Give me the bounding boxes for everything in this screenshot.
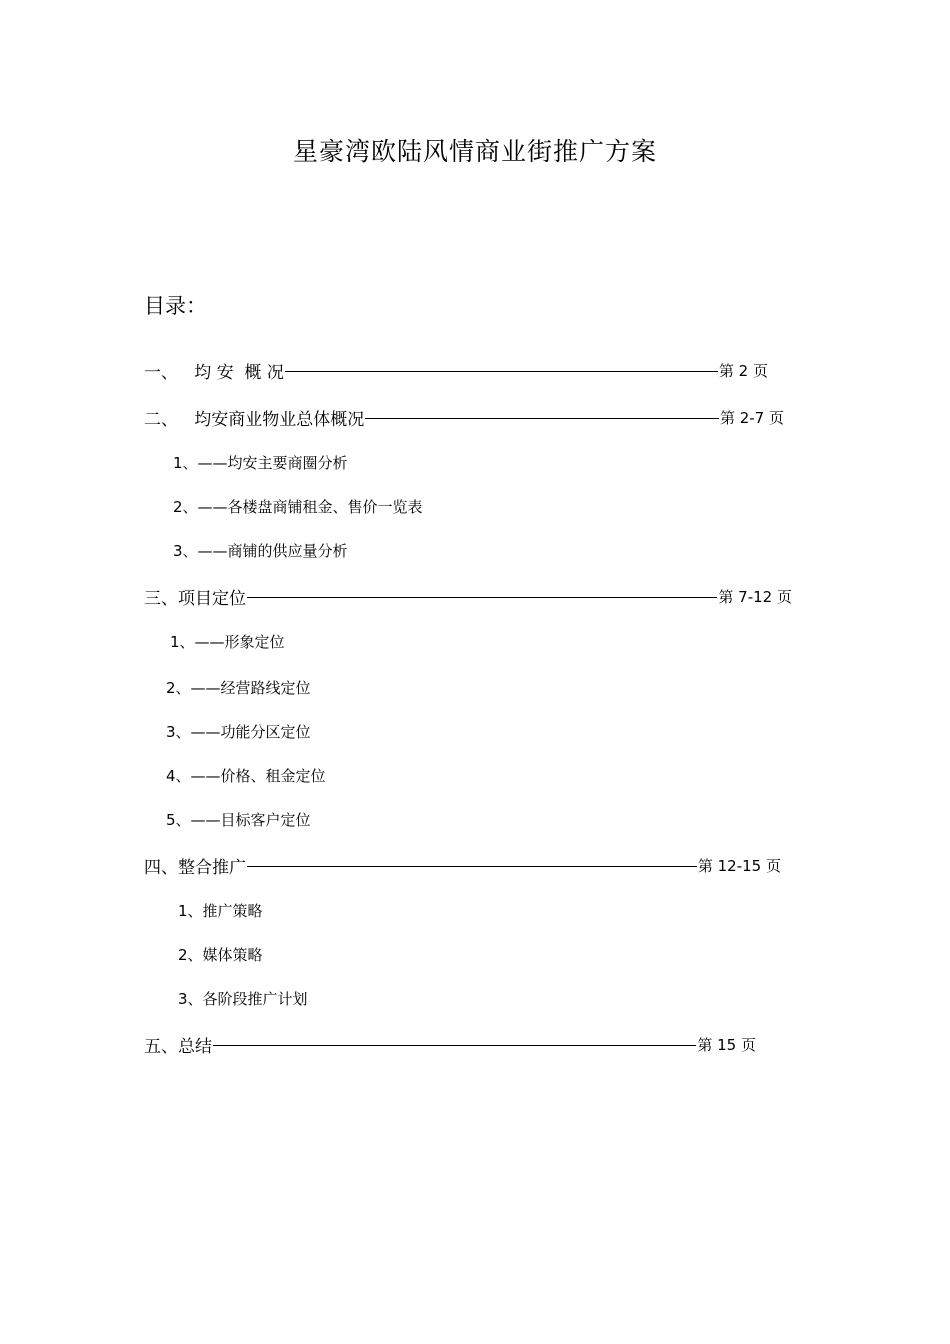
toc-subentry[interactable]: 5、——目标客户定位 bbox=[166, 811, 311, 829]
toc-leader bbox=[247, 597, 717, 598]
toc-subentry[interactable]: 1、推广策略 bbox=[178, 902, 263, 920]
toc-subentry[interactable]: 3、——功能分区定位 bbox=[166, 723, 311, 741]
toc-entry-4[interactable] bbox=[144, 853, 781, 877]
toc-leader bbox=[213, 1045, 696, 1046]
toc-entry-1-page: 第 2 页 bbox=[718, 361, 768, 380]
toc-entry-5-page: 第 15 页 bbox=[697, 1035, 756, 1054]
toc-entry-3-label: 三、项目定位 bbox=[144, 588, 246, 609]
toc-leader bbox=[365, 418, 719, 419]
toc-heading: 目录： bbox=[144, 294, 207, 318]
toc-leader bbox=[285, 371, 718, 372]
toc-subentry[interactable]: 3、——商铺的供应量分析 bbox=[173, 542, 348, 560]
toc-entry-1-label: 一、 均 安 概 况 bbox=[144, 362, 284, 383]
toc-entry-4-label: 四、整合推广 bbox=[144, 857, 246, 878]
toc-entry-2-label: 二、 均安商业物业总体概况 bbox=[144, 409, 365, 430]
toc-subentry[interactable]: 2、——经营路线定位 bbox=[166, 679, 311, 697]
toc-subentry[interactable]: 3、各阶段推广计划 bbox=[178, 990, 308, 1008]
toc-entry-2-page: 第 2-7 页 bbox=[719, 408, 784, 427]
toc-entry-5-label: 五、总结 bbox=[144, 1036, 212, 1057]
toc-entry-3[interactable] bbox=[144, 584, 792, 608]
toc-entry-4-page: 第 12-15 页 bbox=[697, 856, 781, 875]
toc-leader bbox=[247, 866, 697, 867]
toc-subentry[interactable]: 1、——均安主要商圈分析 bbox=[173, 454, 348, 472]
toc-subentry[interactable]: 2、——各楼盘商铺租金、售价一览表 bbox=[173, 498, 423, 516]
toc-entry-3-page: 第 7-12 页 bbox=[718, 587, 792, 606]
toc-subentry[interactable]: 2、媒体策略 bbox=[178, 946, 263, 964]
toc-subentry[interactable]: 4、——价格、租金定位 bbox=[166, 767, 326, 785]
document-title: 星豪湾欧陆风情商业街推广方案 bbox=[292, 137, 657, 166]
toc-entry-2[interactable] bbox=[144, 405, 784, 429]
toc-entry-1[interactable] bbox=[144, 358, 768, 382]
toc-entry-5[interactable] bbox=[144, 1032, 756, 1056]
toc-subentry[interactable]: 1、——形象定位 bbox=[170, 633, 285, 651]
